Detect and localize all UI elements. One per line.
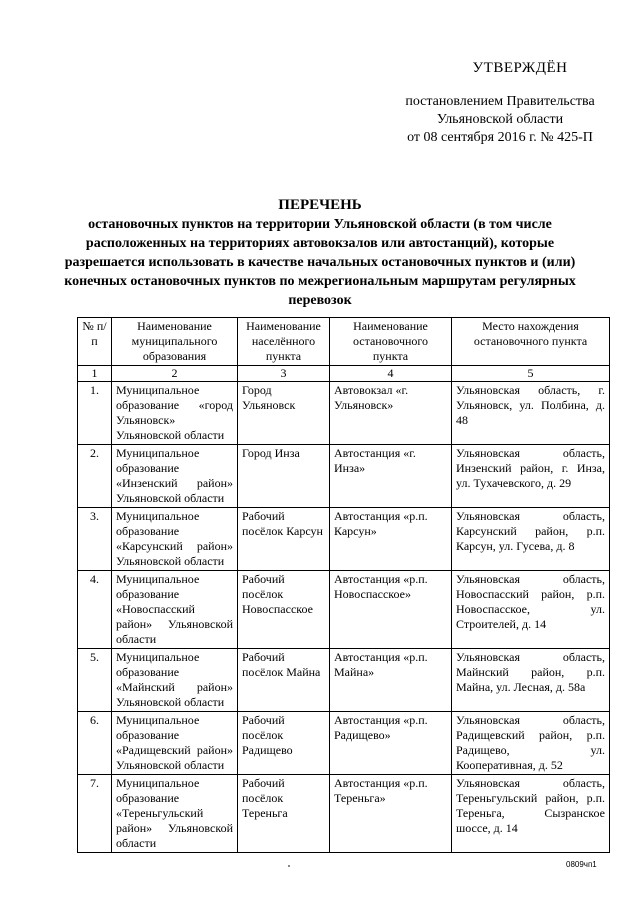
row-number: 1.: [78, 382, 112, 445]
settlement-cell: Рабочий посёлок Радищево: [238, 712, 330, 775]
location-cell: Ульяновская область, Карсунский район, р.п. Карсун, ул. Гусева, д. 8: [452, 508, 610, 571]
stop-cell: Автостанция «р.п. Тереньга»: [330, 775, 452, 853]
row-number: 4.: [78, 571, 112, 649]
table-row: [78, 712, 610, 775]
location-cell: Ульяновская область, г. Ульяновск, ул. Полбина, д. 48: [452, 382, 610, 445]
table-header-row: [78, 318, 610, 366]
municipality-cell: Муниципальное образование «Карсунский район» Ульяновской области: [112, 508, 238, 571]
header-location: Место нахождения остановочного пункта: [452, 318, 610, 366]
row-number: 7.: [78, 775, 112, 853]
settlement-cell: Город Инза: [238, 445, 330, 508]
document-subtitle: остановочных пунктов на территории Ульяновской области (в том числе расположенных на территориях автовокзалов или автостанций), которые разрешается использовать в качестве начальных остановочных пунктов и (или) конечных остановочных пунктов по межрегиональным маршрутам регулярных перевозок: [64, 217, 576, 308]
municipality-cell: Муниципальное образование «Новоспасский район» Ульяновской области: [112, 571, 238, 649]
approval-region-line: Ульяновской области: [436, 112, 564, 127]
municipality-cell: Муниципальное образование «Тереньгульский район» Ульяновской области: [112, 775, 238, 853]
column-number: 2: [112, 366, 238, 382]
municipality-cell: Муниципальное образование «Майнский район» Ульяновской области: [112, 649, 238, 712]
settlement-cell: Рабочий посёлок Тереньга: [238, 775, 330, 853]
municipality-cell: Муниципальное образование «Радищевский район» Ульяновской области: [112, 712, 238, 775]
row-number: 3.: [78, 508, 112, 571]
table-row: [78, 382, 610, 445]
column-number-row: [78, 366, 610, 382]
scan-dot: [288, 865, 290, 867]
stop-cell: Автостанция «г. Инза»: [330, 445, 452, 508]
municipality-cell: Муниципальное образование «город Ульяновск» Ульяновской области: [112, 382, 238, 445]
column-number: 1: [78, 366, 112, 382]
document-title: ПЕРЕЧЕНЬ: [278, 197, 362, 213]
location-cell: Ульяновская область, Инзенский район, г. Инза, ул. Тухачевского, д. 29: [452, 445, 610, 508]
approval-decree-line: постановлением Правительства: [405, 94, 595, 109]
row-number: 5.: [78, 649, 112, 712]
stop-cell: Автовокзал «г. Ульяновск»: [330, 382, 452, 445]
stop-cell: Автостанция «р.п. Новоспасское»: [330, 571, 452, 649]
approval-title: УТВЕРЖДЁН: [472, 60, 568, 76]
location-cell: Ульяновская область, Тереньгульский район, р.п. Тереньга, Сызранское шоссе, д. 14: [452, 775, 610, 853]
column-number: 4: [330, 366, 452, 382]
settlement-cell: Рабочий посёлок Карсун: [238, 508, 330, 571]
location-cell: Ульяновская область, Новоспасский район, р.п. Новоспасское, ул. Строителей, д. 14: [452, 571, 610, 649]
header-settlement: Наименование населённого пункта: [238, 318, 330, 366]
table-row: [78, 775, 610, 853]
stop-cell: Автостанция «р.п. Карсун»: [330, 508, 452, 571]
row-number: 6.: [78, 712, 112, 775]
column-number: 3: [238, 366, 330, 382]
column-number: 5: [452, 366, 610, 382]
header-stop: Наименование остановочного пункта: [330, 318, 452, 366]
table-row: [78, 649, 610, 712]
header-municipality: Наименование муниципального образования: [112, 318, 238, 366]
table-row: [78, 571, 610, 649]
location-cell: Ульяновская область, Майнский район, р.п. Майна, ул. Лесная, д. 58а: [452, 649, 610, 712]
stop-cell: Автостанция «р.п. Радищево»: [330, 712, 452, 775]
header-no: № п/п: [78, 318, 112, 366]
municipality-cell: Муниципальное образование «Инзенский район» Ульяновской области: [112, 445, 238, 508]
document-code: 0809чп1: [566, 860, 597, 869]
approval-date-line: от 08 сентября 2016 г. № 425-П: [407, 130, 593, 145]
stops-table: [77, 317, 610, 853]
table-row: [78, 508, 610, 571]
location-cell: Ульяновская область, Радищевский район, р.п. Радищево, ул. Кооперативная, д. 52: [452, 712, 610, 775]
table-row: [78, 445, 610, 508]
row-number: 2.: [78, 445, 112, 508]
settlement-cell: Рабочий посёлок Новоспасское: [238, 571, 330, 649]
stop-cell: Автостанция «р.п. Майна»: [330, 649, 452, 712]
settlement-cell: Город Ульяновск: [238, 382, 330, 445]
settlement-cell: Рабочий посёлок Майна: [238, 649, 330, 712]
